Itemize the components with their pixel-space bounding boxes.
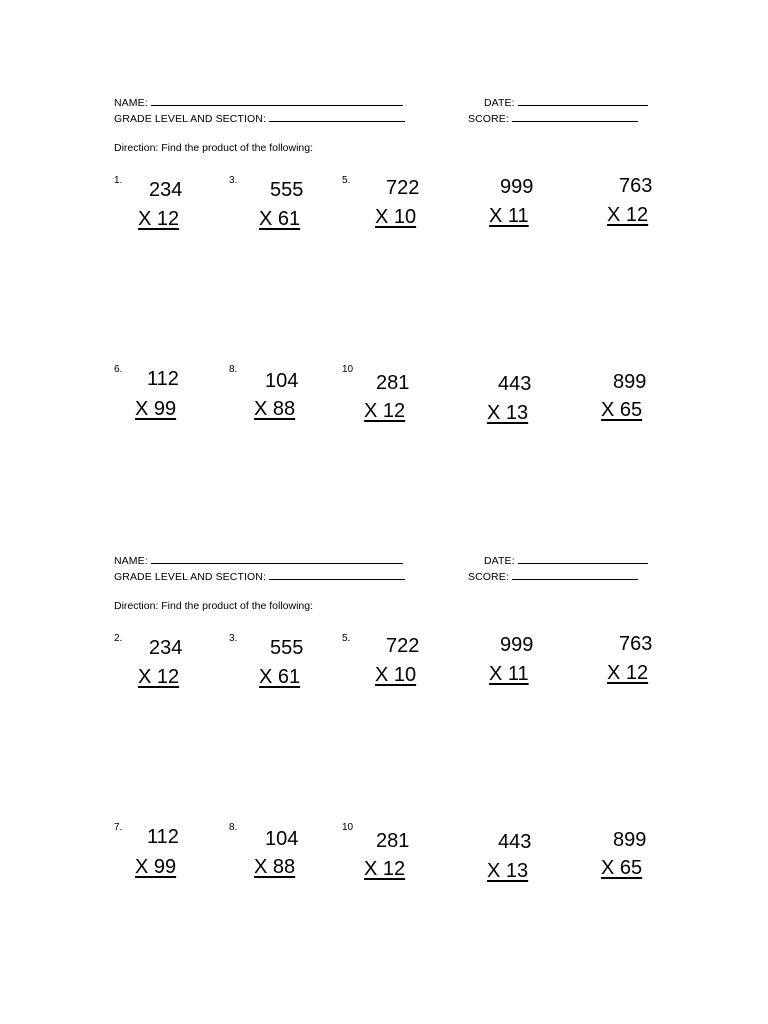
problem-item bbox=[114, 633, 224, 703]
problem-item bbox=[460, 175, 570, 245]
multiplicand: 104 bbox=[265, 370, 299, 392]
multiplier: X 65 bbox=[601, 399, 643, 421]
problem-number: 6. bbox=[114, 364, 123, 375]
grade-field bbox=[114, 111, 405, 125]
date-blank[interactable] bbox=[518, 95, 648, 106]
multiplicand: 722 bbox=[386, 177, 420, 199]
score-field bbox=[468, 569, 638, 583]
multiplicand: 763 bbox=[619, 175, 653, 197]
worksheet-bottom bbox=[0, 458, 768, 918]
multiplier: X 65 bbox=[601, 857, 643, 879]
problem-number: 5. bbox=[342, 175, 351, 186]
grade-blank[interactable] bbox=[269, 111, 405, 122]
multiplier: X 13 bbox=[487, 402, 529, 424]
multiplier: X 99 bbox=[135, 856, 177, 878]
multiplier: X 99 bbox=[135, 398, 177, 420]
problem-item bbox=[114, 364, 224, 434]
problem-item bbox=[229, 175, 339, 245]
worksheet-top bbox=[0, 0, 768, 460]
problem-item bbox=[460, 822, 570, 892]
problem-number: 2. bbox=[114, 633, 123, 644]
multiplier: X 11 bbox=[489, 205, 529, 227]
multiplicand: 112 bbox=[147, 826, 179, 848]
direction-text: Direction: Find the product of the following: bbox=[114, 600, 314, 612]
problem-number: 1. bbox=[114, 175, 123, 186]
score-blank[interactable] bbox=[512, 111, 638, 122]
direction-text: Direction: Find the product of the following: bbox=[114, 142, 314, 154]
multiplicand: 443 bbox=[498, 831, 532, 853]
problem-number: 10 bbox=[342, 822, 354, 833]
score-label: SCORE: bbox=[468, 571, 509, 583]
problem-item bbox=[229, 822, 339, 892]
grade-field bbox=[114, 569, 405, 583]
problem-number: 3. bbox=[229, 633, 238, 644]
problem-number: 5. bbox=[342, 633, 351, 644]
score-label: SCORE: bbox=[468, 113, 509, 125]
name-label: NAME: bbox=[114, 555, 148, 567]
multiplicand: 281 bbox=[376, 830, 410, 852]
problem-item bbox=[460, 364, 570, 434]
problem-item bbox=[578, 364, 688, 434]
multiplier: X 12 bbox=[138, 208, 180, 230]
problem-number: 3. bbox=[229, 175, 238, 186]
multiplier: X 10 bbox=[375, 664, 417, 686]
problem-number: 8. bbox=[229, 364, 238, 375]
multiplier: X 11 bbox=[489, 663, 529, 685]
problem-item bbox=[229, 633, 339, 703]
name-label: NAME: bbox=[114, 97, 148, 109]
multiplicand: 555 bbox=[270, 179, 304, 201]
score-field bbox=[468, 111, 638, 125]
date-blank[interactable] bbox=[518, 553, 648, 564]
multiplicand: 234 bbox=[149, 179, 183, 201]
name-field bbox=[114, 95, 403, 109]
problem-item bbox=[114, 822, 224, 892]
multiplier: X 12 bbox=[364, 858, 406, 880]
problem-item bbox=[460, 633, 570, 703]
grade-label: GRADE LEVEL AND SECTION: bbox=[114, 113, 266, 125]
multiplier: X 12 bbox=[607, 662, 649, 684]
problem-item bbox=[578, 633, 688, 703]
multiplicand: 722 bbox=[386, 635, 420, 657]
multiplier: X 12 bbox=[138, 666, 180, 688]
multiplicand: 281 bbox=[376, 372, 410, 394]
multiplicand: 112 bbox=[147, 368, 179, 390]
name-blank[interactable] bbox=[151, 95, 403, 106]
multiplicand: 999 bbox=[500, 634, 534, 656]
problem-number: 8. bbox=[229, 822, 238, 833]
problem-item bbox=[229, 364, 339, 434]
problem-item bbox=[114, 175, 224, 245]
multiplicand: 234 bbox=[149, 637, 183, 659]
multiplicand: 763 bbox=[619, 633, 653, 655]
name-blank[interactable] bbox=[151, 553, 403, 564]
name-field bbox=[114, 553, 403, 567]
multiplicand: 443 bbox=[498, 373, 532, 395]
problem-number: 10 bbox=[342, 364, 354, 375]
date-label: DATE: bbox=[484, 555, 515, 567]
problem-number: 7. bbox=[114, 822, 123, 833]
date-field bbox=[484, 553, 648, 567]
grade-label: GRADE LEVEL AND SECTION: bbox=[114, 571, 266, 583]
multiplier: X 12 bbox=[364, 400, 406, 422]
multiplier: X 10 bbox=[375, 206, 417, 228]
problem-item bbox=[342, 175, 452, 245]
multiplicand: 899 bbox=[613, 371, 647, 393]
date-field bbox=[484, 95, 648, 109]
multiplicand: 555 bbox=[270, 637, 304, 659]
grade-blank[interactable] bbox=[269, 569, 405, 580]
multiplicand: 899 bbox=[613, 829, 647, 851]
multiplier: X 61 bbox=[259, 666, 301, 688]
multiplicand: 999 bbox=[500, 176, 534, 198]
multiplier: X 13 bbox=[487, 860, 529, 882]
score-blank[interactable] bbox=[512, 569, 638, 580]
multiplier: X 61 bbox=[259, 208, 301, 230]
multiplicand: 104 bbox=[265, 828, 299, 850]
problem-item bbox=[342, 633, 452, 703]
problem-item bbox=[578, 822, 688, 892]
problem-item bbox=[578, 175, 688, 245]
multiplier: X 88 bbox=[254, 856, 296, 878]
problem-item bbox=[342, 364, 452, 434]
problem-item bbox=[342, 822, 452, 892]
multiplier: X 88 bbox=[254, 398, 296, 420]
date-label: DATE: bbox=[484, 97, 515, 109]
multiplier: X 12 bbox=[607, 204, 649, 226]
